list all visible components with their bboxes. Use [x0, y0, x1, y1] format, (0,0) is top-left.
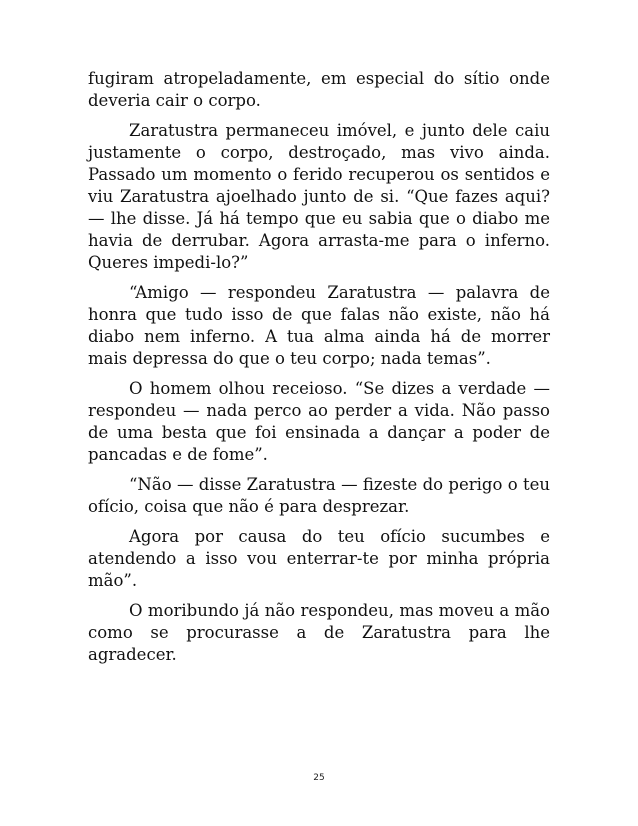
paragraph-2: Zaratustra permaneceu imóvel, e junto dele caiu justamente o corpo, destroçado, mas vivo ainda. Passado um momento o ferido recuperou os sentidos e viu Zaratustra ajoelhado junto de si. “Que fazes aqui? — lhe disse. Já há tempo que eu sabia que o diabo me havia de derrubar. Agora arrasta-me para o inferno. Queres impedi-lo?” — [88, 121, 550, 272]
document-body — [88, 68, 550, 674]
page-number: 25 — [313, 773, 325, 783]
paragraph-4: O homem olhou receioso. “Se dizes a verdade — respondeu — nada perco ao perder a vida. Não passo de uma besta que foi ensinada a dançar a poder de pancadas e de fome”. — [88, 379, 550, 464]
paragraph-6: Agora por causa do teu ofício sucumbes e atendendo a isso vou enterrar-te por minha própria mão”. — [88, 527, 550, 590]
paragraph-5: “Não — disse Zaratustra — fizeste do perigo o teu ofício, coisa que não é para desprezar. — [88, 475, 550, 516]
paragraph-1: fugiram atropeladamente, em especial do sítio onde deveria cair o corpo. — [88, 69, 550, 110]
paragraph-3: “Amigo — respondeu Zaratustra — palavra de honra que tudo isso de que falas não existe, não há diabo nem inferno. A tua alma ainda há de morrer mais depressa do que o teu corpo; nada temas”. — [88, 283, 550, 368]
paragraph-7: O moribundo já não respondeu, mas moveu a mão como se procurasse a de Zaratustra para lhe agradecer. — [88, 601, 550, 664]
